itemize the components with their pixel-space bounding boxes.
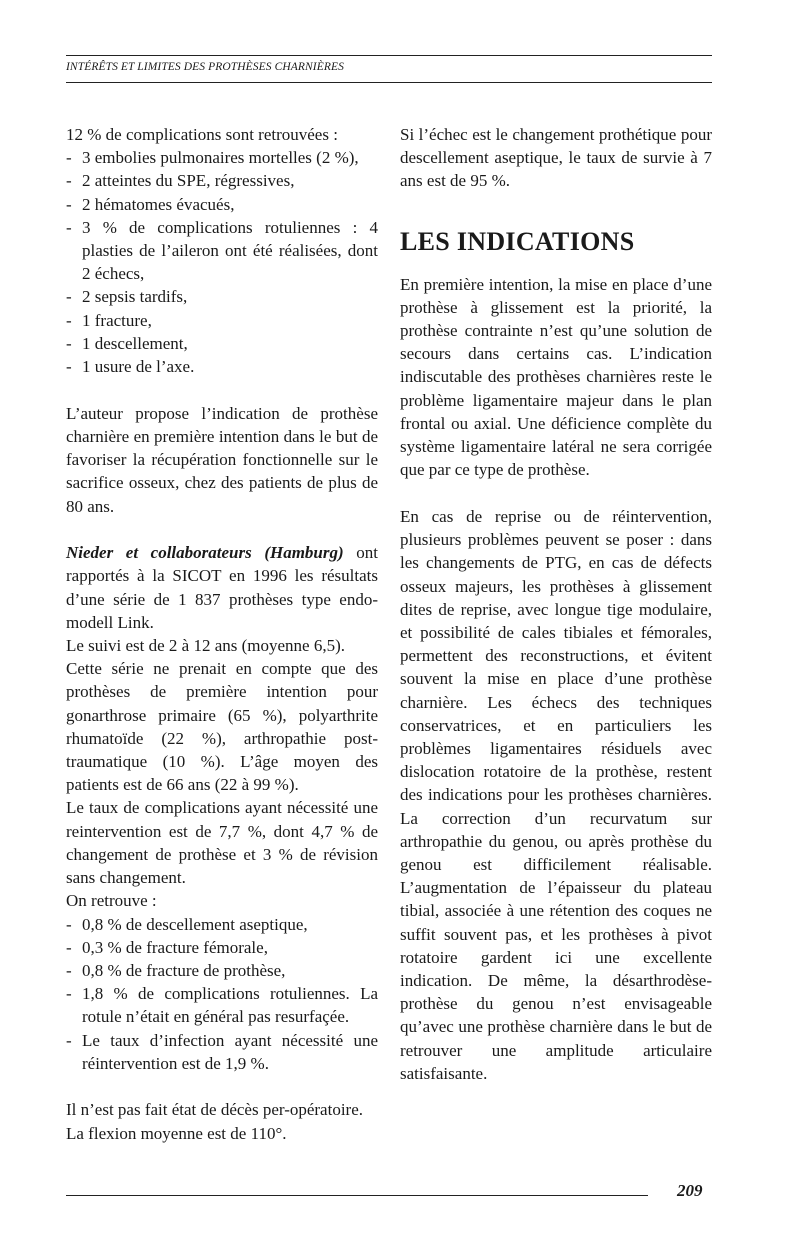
findings-list (66, 913, 378, 1075)
running-header: INTÉRÊTS ET LIMITES DES PROTHÈSES CHARNIÈRES (66, 61, 344, 73)
spacer (66, 518, 378, 542)
list-item: - 2 atteintes du SPE, régressives, (66, 171, 295, 191)
list-item: - 3 embolies pulmonaires mortelles (2 %), (66, 148, 359, 168)
spacer (400, 481, 712, 505)
complication-rate-paragraph: Le taux de complications ayant nécessité une reintervention est de 7,7 %, dont 4,7 % de changement de prothèse et 3 % de révision sans changement. (66, 798, 378, 888)
spacer (66, 378, 378, 402)
revision-paragraph: En cas de reprise ou de réintervention, plusieurs problèmes peuvent se poser : dans les changements de PTG, en cas de défects osseux majeurs, les prothèses à glissement dites de reprise, avec longue tige modulaire, et possibilité de cales tibiales et fémorales, permettent des reconstructions, et évitent souvent la mise en place d’une prothèse charnière. Les échecs des techniques conservatrices, et en particuliers les problèmes ligamentaires résiduels avec dislocation rotatoire de la prothèse, restent des indications pour les prothèses charnières. La correction d’un recurvatum sur arthropathie du genou, ou après prothèse du genou est difficilement réalisable. L’augmentation de l’épaisseur du plateau tibial, associée à une rétention des coques ne suffit souvent pas, et les prothèses à pivot rotatoire gardent ici une excellente indication. De même, la désarthrodèse-prothèse du genou n’est envisageable qu’avec une prothèse charnière dans le but de retrouver une amplitude articulaire satisfaisante. (400, 506, 712, 1083)
deaths-paragraph: Il n’est pas fait état de décès per-opératoire. (66, 1100, 364, 1120)
list-item: - 3 % de complications rotuliennes : 4 plasties de l’aileron ont été réalisées, dont 2 échecs, (66, 217, 378, 284)
list-item: - 1,8 % de complications rotuliennes. La rotule n’était en général pas resurfaçée. (66, 984, 378, 1027)
footer-rule (66, 1195, 648, 1196)
list-item: - 0,8 % de descellement aseptique, (66, 914, 308, 934)
spacer (400, 257, 712, 273)
nieder-text: ont rapportés à la SICOT en 1996 les résultats d’une série de 1 837 prothèses type endo-modell Link. (66, 543, 378, 632)
first-intention-paragraph: En première intention, la mise en place d’une prothèse à glissement est la priorité, la prothèse contrainte n’est qu’une solution de secours dans certains cas. L’indication indiscutable des prothèses charnières reste le problème ligamentaire majeur dans le plan frontal ou axial. Une déficience complète du système ligamentaire latéral ne sera corrigée que par ce type de prothèse. (400, 274, 712, 480)
flexion-paragraph: La flexion moyenne est de 110°. (66, 1123, 287, 1143)
page-number: 209 (677, 1181, 703, 1200)
list-item: - 0,8 % de fracture de prothèse, (66, 960, 286, 980)
spacer (66, 1075, 378, 1099)
complications-intro: 12 % de complications sont retrouvées : (66, 125, 338, 144)
survival-paragraph: Si l’échec est le changement prothétique pour descellement aseptique, le taux de survie à 7 ans est de 95 %. (400, 125, 712, 191)
list-item: - 2 hématomes évacués, (66, 194, 235, 214)
list-item: - 0,3 % de fracture fémorale, (66, 937, 268, 957)
list-item: - 1 usure de l’axe. (66, 357, 195, 377)
author-proposal-paragraph: L’auteur propose l’indication de prothèse charnière en première intention dans le but de favoriser la récupération fonctionnelle sur le sacrifice osseux, chez des patients de plus de 80 ans. (66, 403, 378, 516)
findings-intro: On retrouve : (66, 891, 157, 911)
list-item: - Le taux d’infection ayant nécessité une réintervention est de 1,9 %. (66, 1030, 378, 1073)
nieder-paragraph (66, 541, 378, 634)
list-item: - 1 descellement, (66, 333, 188, 353)
right-column (400, 123, 712, 1085)
follow-up-paragraph: Le suivi est de 2 à 12 ans (moyenne 6,5). (66, 636, 346, 656)
series-paragraph: Cette série ne prenait en compte que des prothèses de première intention pour gonarthrose primaire (65 %), polyarthrite rhumatoïde (22 %), arthropathie post-traumatique (10 %). L’âge moyen des patients est de 66 ans (22 à 99 %). (66, 659, 378, 795)
left-column (66, 123, 378, 1145)
nieder-lead: Nieder et collaborateurs (Hamburg) (66, 543, 344, 563)
section-title: LES INDICATIONS (400, 226, 635, 256)
header-rule-bottom (66, 82, 712, 83)
complications-list (66, 146, 378, 378)
list-item: - 1 fracture, (66, 310, 152, 330)
list-item: - 2 sepsis tardifs, (66, 287, 188, 307)
header-rule-top (66, 55, 712, 56)
spacer (400, 193, 712, 227)
